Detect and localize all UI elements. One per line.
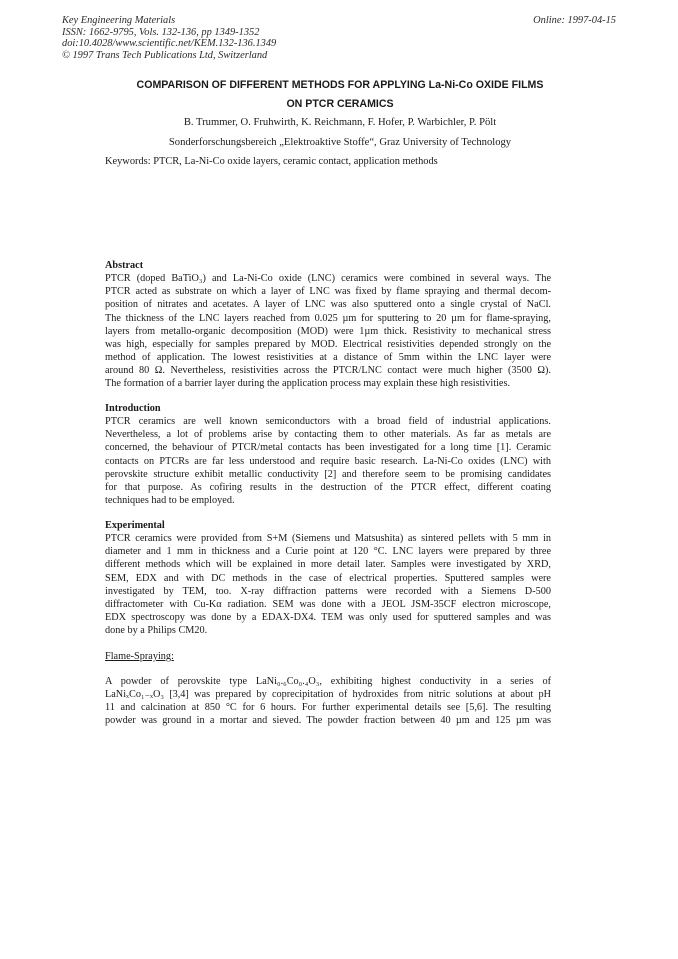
experimental-line: diameter and 1 mm in thickness and a Curie point at 120 °C. LNC layers were prepared by three bbox=[105, 546, 551, 558]
affiliation: Sonderforschungsbereich „Elektroaktive Stoffe“, Graz University of Technology bbox=[168, 137, 512, 148]
doi-line: doi:10.4028/www.scientific.net/KEM.132-136.1349 bbox=[62, 38, 277, 50]
introduction-line: concerned, the behaviour of PTCR/metal contacts has been investigated for a long time [1]. Ceramic bbox=[105, 442, 551, 454]
introduction-line: techniques had to be employed. bbox=[105, 494, 235, 506]
abstract-line: PTCR (doped BaTiO₃) and La-Ni-Co oxide (LNC) ceramics were combined in several ways. The bbox=[105, 273, 551, 285]
abstract-line: position of nitrates and acetates. A layer of LNC was also sputtered onto a single crystal of NaCl. bbox=[105, 299, 551, 311]
experimental-line: investigated by TEM, too. X-ray diffraction patterns were recorded with a Siemens D-500 bbox=[105, 585, 551, 597]
experimental-section bbox=[105, 519, 551, 637]
introduction-line: for that purpose. As cofiring results in the destruction of the PTCR effect, different coating bbox=[105, 481, 551, 493]
abstract-line: was high, especially for samples prepared by MOD. Electrical resistivities depended strongly on the bbox=[105, 338, 551, 350]
introduction-heading: Introduction bbox=[105, 403, 161, 414]
abstract-line: The thickness of the LNC layers reached from 0.025 µm for sputtering to 20 µm for flame-spraying, bbox=[105, 312, 551, 324]
abstract-line: layers from metallo-organic decomposition (MOD) were 1µm thick. Resistivity to mechanical stress bbox=[105, 325, 551, 337]
abstract-line: The formation of a barrier layer during the application process may explain these high resistivities. bbox=[105, 378, 511, 390]
keywords: Keywords: PTCR, La-Ni-Co oxide layers, ceramic contact, application methods bbox=[105, 156, 438, 167]
flame-spraying-line: 11 and calcination at 850 °C for 6 hours. For further experimental details see [5,6]. The resulting bbox=[105, 702, 551, 714]
abstract-body bbox=[105, 272, 551, 390]
introduction-line: perovskite structure exhibit metallic conductivity [2] and therefore seem to be promising candidates bbox=[105, 468, 551, 480]
abstract-line: method of application. The lowest resistivities at a distance of 5mm within the LNC layer were bbox=[105, 351, 551, 363]
introduction-line: contacts on PTCRs are far less understood and require basic research. La-Ni-Co oxides (LNC) with bbox=[105, 455, 551, 467]
abstract-heading: Abstract bbox=[105, 260, 144, 271]
flame-spraying-line: LaNiₓCo₁₋ₓO₃ [3,4] was prepared by coprecipitation of hydroxides from nitric solutions at about pH bbox=[105, 689, 551, 701]
paper-title-line-2: ON PTCR CERAMICS bbox=[286, 98, 394, 110]
online-date: Online: 1997-04-15 bbox=[533, 15, 616, 26]
experimental-heading: Experimental bbox=[105, 520, 165, 531]
introduction-section bbox=[105, 402, 551, 507]
introduction-line: Nevertheless, a lot of problems arise by contacting them to other materials. As far as metals are bbox=[105, 429, 551, 441]
experimental-line: diffractometer with Cu-Kα radiation. SEM was done with a JEOL JSM-35CF electron microscope, bbox=[105, 598, 551, 610]
flame-spraying-line: powder was ground in a mortar and sieved. The powder fraction between 40 µm and 125 µm was bbox=[105, 715, 551, 727]
flame-spraying-body bbox=[105, 675, 551, 728]
introduction-line: PTCR ceramics are well known semiconductors with a broad field of industrial applications. bbox=[105, 416, 551, 428]
issn-line: ISSN: 1662-9795, Vols. 132-136, pp 1349-1352 bbox=[62, 26, 260, 38]
abstract-line: around 80 Ω. Nevertheless, resistivities across the PTCR/LNC contact were much higher (3500 Ω). bbox=[105, 365, 551, 377]
experimental-line: done by a Philips CM20. bbox=[105, 625, 208, 637]
paper-title-line-1: COMPARISON OF DIFFERENT METHODS FOR APPLYING La-Ni-Co OXIDE FILMS bbox=[136, 79, 544, 91]
flame-spraying-line: A powder of perovskite type LaNi₀.₆Co₀.₄O₃, exhibiting highest conductivity in a series of bbox=[105, 676, 551, 687]
flame-spraying-heading: Flame-Spraying: bbox=[105, 651, 174, 662]
abstract-section bbox=[105, 259, 551, 390]
experimental-line: different methods which will be explained in more detail later. Samples were investigated by XRD, bbox=[105, 559, 551, 571]
introduction-body bbox=[105, 415, 551, 507]
experimental-line: EDX spectroscopy was done by a EDAX-DX4. TEM was only used for sputtered samples and was bbox=[105, 611, 551, 623]
abstract-line: PTCR acted as substrate on which a layer of LNC was fixed by flame spraying and thermal decom- bbox=[105, 286, 551, 298]
experimental-line: PTCR ceramics were provided from S+M (Siemens und Matsushita) as sintered pellets with 5 mm in bbox=[105, 533, 551, 545]
author-list: B. Trummer, O. Fruhwirth, K. Reichmann, F. Hofer, P. Warbichler, P. Pölt bbox=[183, 117, 497, 128]
experimental-line: SEM, EDX and with DC methods in the case of electrical properties. Sputtered samples were bbox=[105, 572, 551, 584]
publication-meta bbox=[62, 15, 276, 61]
experimental-body bbox=[105, 532, 551, 637]
copyright-line: © 1997 Trans Tech Publications Ltd, Switzerland bbox=[62, 49, 268, 61]
flame-spraying-subsection bbox=[105, 650, 551, 663]
journal-name: Key Engineering Materials bbox=[62, 15, 176, 26]
